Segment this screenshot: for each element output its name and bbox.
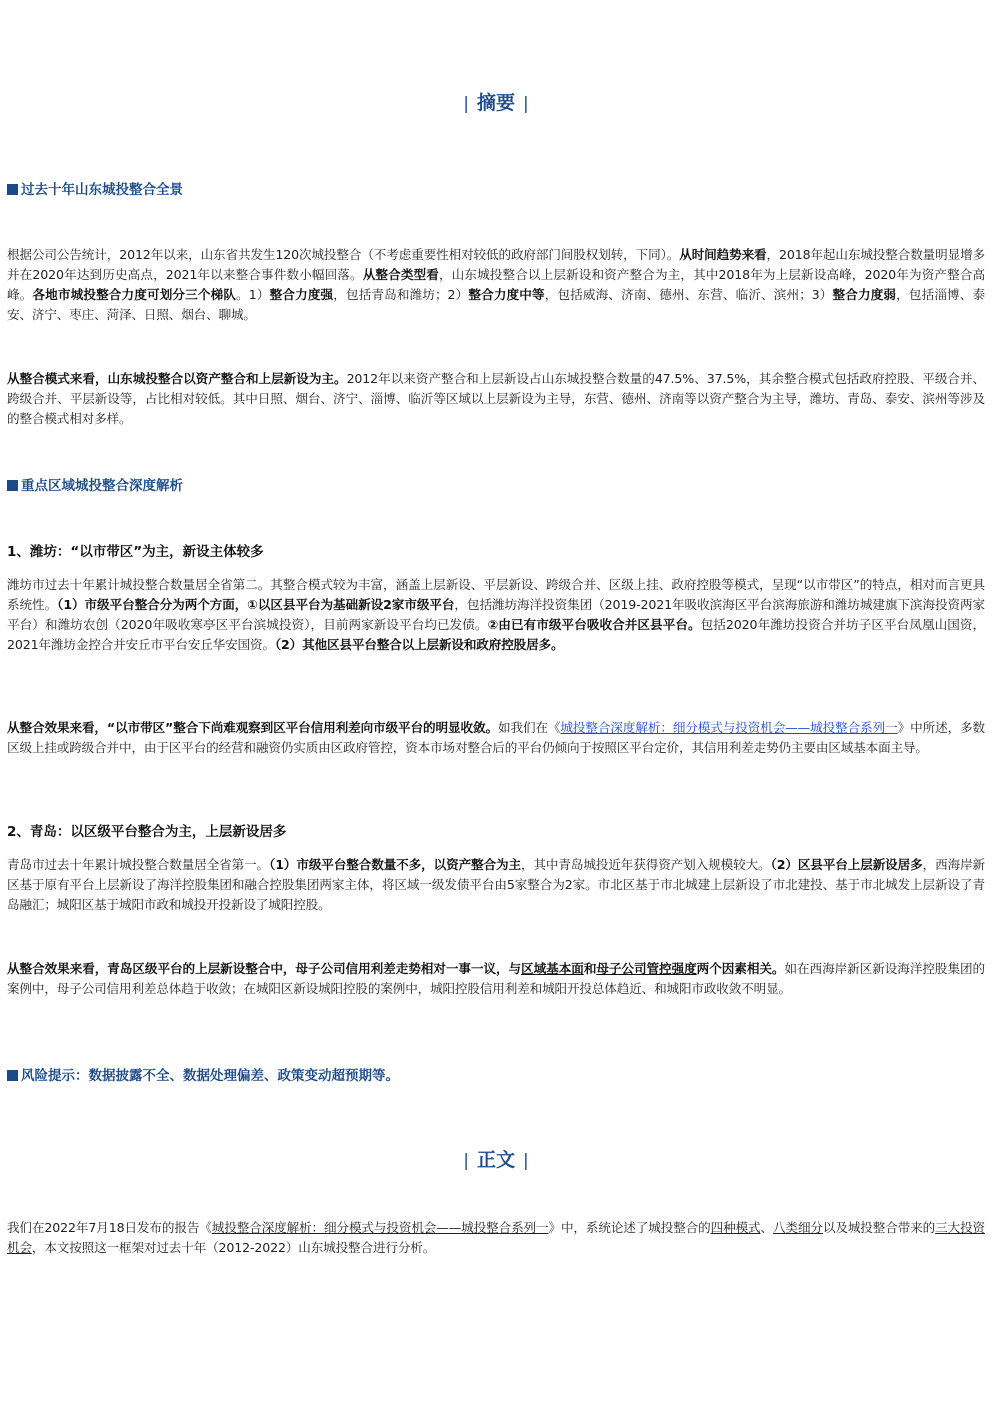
paragraph-weifang-2 bbox=[7, 718, 985, 758]
text-run: ，本文按照这一框架对过去十年（2012-2022）山东城投整合进行分析。 bbox=[31, 1240, 436, 1255]
square-bullet-icon bbox=[7, 480, 18, 491]
text-run: 根据公司公告统计，2012年以来，山东省共发生120次城投整合（不考虑重要性相对较低的政府部门间股权划转，下同）。 bbox=[7, 247, 680, 262]
text-run: ，西海岸新区基于原有平台上层新设了海洋控股集团和融合控股集团两家主体，将区域一级发债平台由5家整合为2家。市北区基于市北城建上层新设了市北建投、基于市北城发上层新设了青岛融汇；城阳区基于城阳市政和城投开投新设了城阳控股。 bbox=[7, 857, 985, 912]
bold-run: 各地市城投整合力度可划分三个梯队 bbox=[32, 287, 237, 302]
bold-underline-run: 母子公司管控强度 bbox=[596, 961, 697, 976]
text-run: 包括2020年潍坊投资合并坊子区平台凤凰山国资，2021年潍坊金控合并安丘市平台安丘华安国资。 bbox=[7, 617, 985, 652]
paragraph-panorama-1 bbox=[7, 245, 985, 325]
bold-run: ②由已有市级平台吸收合并区县平台。 bbox=[487, 617, 701, 632]
paragraph-qingdao-2 bbox=[7, 959, 985, 999]
title-bar-left: | bbox=[463, 94, 469, 114]
paragraph-qingdao-1 bbox=[7, 855, 985, 915]
bold-run: 从时间趋势来看 bbox=[679, 247, 767, 262]
text-run: 如我们在《 bbox=[497, 720, 561, 735]
section-risk bbox=[7, 1067, 985, 1085]
text-run: 如在西海岸新区新设海洋控股集团的案例中，母子公司信用利差总体趋于收敛；在城阳区新设城阳控股的案例中，城阳控股信用利差和城阳开投总体趋近、和城阳市政收敛不明显。 bbox=[7, 961, 985, 996]
title-bar-right: | bbox=[523, 94, 529, 114]
bold-underline-run: 区域基本面 bbox=[521, 961, 584, 976]
text-run: 》中所述，多数区级上挂或跨级合并中，由于区平台的经营和融资仍实质由区政府管控，资本市场对整合后的平台仍倾向于按照区平台定价，其信用利差走势仍主要由区域基本面主导。 bbox=[7, 720, 985, 755]
qingdao-heading: 2、青岛：以区级平台整合为主，上层新设居多 bbox=[7, 824, 287, 840]
paragraph-panorama-2 bbox=[7, 369, 985, 429]
section-deep-analysis bbox=[7, 477, 985, 495]
text-run: 2012年以来资产整合和上层新设占山东城投整合数量的47.5%、37.5%，其余整合模式包括政府控股、平级合并、跨级合并、平层新设等，占比相对较低。其中日照、烟台、济宁、淄博、临沂等区域以上层新设为主导，东营、德州、济南等以资产整合为主导，潍坊、青岛、泰安、滨州等涉及的整合模式相对多样。 bbox=[7, 371, 985, 426]
bold-run: 整合力度弱 bbox=[832, 287, 897, 302]
square-bullet-icon bbox=[7, 1070, 18, 1081]
underline-run: 八类细分 bbox=[773, 1220, 823, 1235]
bold-run: （2）区县平台上层新设居多 bbox=[770, 857, 923, 872]
text-run: ，山东城投整合以上层新设和资产整合为主，其中2018年为上层新设高峰，2020年为资产整合高峰。 bbox=[7, 267, 985, 302]
text-run: ，其中青岛城投近年获得资产划入规模较大。 bbox=[520, 857, 771, 872]
bold-run: （1）市级平台整合分为两个方面，①以区县平台为基础新设2家市级平台 bbox=[57, 597, 455, 612]
text-run: 我们在2022年7月18日发布的报告《 bbox=[7, 1220, 212, 1235]
bold-run: （1）市级平台整合数量不多，以资产整合为主 bbox=[269, 857, 521, 872]
underline-run: 三大投资机会 bbox=[7, 1220, 985, 1255]
text-run: 》中，系统论述了城投整合的 bbox=[548, 1220, 711, 1235]
text-run: 青岛市过去十年累计城投整合数量居全省第一。 bbox=[7, 857, 270, 872]
text-run: ，包括青岛和潍坊；2） bbox=[333, 287, 469, 302]
bold-run: 和 bbox=[583, 961, 597, 976]
bold-run: 从整合效果来看，青岛区级平台的上层新设整合中，母子公司信用利差走势相对一事一议，与 bbox=[7, 961, 522, 976]
bold-run: 从整合类型看 bbox=[362, 267, 439, 282]
summary-title bbox=[0, 91, 992, 116]
title-bar-left: | bbox=[463, 1151, 469, 1171]
report-link[interactable]: 城投整合深度解析：细分模式与投资机会——城投整合系列一 bbox=[560, 720, 898, 735]
bold-run: 两个因素相关。 bbox=[696, 961, 785, 976]
text-run: ，包括潍坊海洋投资集团（2019-2021年吸收滨海区平台滨海旅游和潍坊城建旗下滨海投资两家平台）和潍坊农创（2020年吸收寒亭区平台滨城投资），目前两家新设平台均已发债。 bbox=[7, 597, 985, 632]
section-risk-label: 风险提示：数据披露不全、数据处理偏差、政策变动超预期等。 bbox=[21, 1068, 399, 1084]
bold-run: 整合力度中等 bbox=[468, 287, 545, 302]
underline-run: 四种模式 bbox=[710, 1220, 761, 1235]
paragraph-body-1 bbox=[7, 1218, 985, 1258]
bold-run: 从整合效果来看，“以市带区”整合下尚难观察到区平台信用利差向市级平台的明显收敛。 bbox=[7, 720, 498, 735]
text-run: ，包括威海、济南、德州、东营、临沂、滨州；3） bbox=[544, 287, 833, 302]
bold-run: （2）其他区县平台整合以上层新设和政府控股居多。 bbox=[274, 637, 564, 652]
text-run: ，包括淄博、泰安、济宁、枣庄、菏泽、日照、烟台、聊城。 bbox=[7, 287, 985, 322]
square-bullet-icon bbox=[7, 184, 18, 195]
report-title-link[interactable]: 城投整合深度解析：细分模式与投资机会——城投整合系列一 bbox=[211, 1220, 549, 1235]
summary-title-text: 摘要 bbox=[476, 92, 515, 114]
section-deep-analysis-label: 重点区域城投整合深度解析 bbox=[21, 478, 183, 494]
text-run: ，2018年起山东城投整合数量明显增多并在2020年达到历史高点，2021年以来整合事件数小幅回落。 bbox=[7, 247, 985, 282]
text-run: 以及城投整合带来的 bbox=[822, 1220, 936, 1235]
text-run: 、 bbox=[760, 1220, 773, 1235]
text-run: 。1） bbox=[236, 287, 270, 302]
section-panorama bbox=[7, 181, 985, 199]
bold-run: 从整合模式来看，山东城投整合以资产整合和上层新设为主。 bbox=[7, 371, 347, 386]
title-bar-right: | bbox=[523, 1151, 529, 1171]
text-run: 潍坊市过去十年累计城投整合数量居全省第二。其整合模式较为丰富，涵盖上层新设、平层新设、跨级合并、区级上挂、政府控股等模式，呈现“以市带区”的特点，相对而言更具系统性。 bbox=[7, 577, 985, 612]
body-title-text: 正文 bbox=[476, 1149, 515, 1171]
body-title bbox=[0, 1148, 992, 1173]
weifang-heading: 1、潍坊：“以市带区”为主，新设主体较多 bbox=[7, 544, 264, 560]
bold-run: 整合力度强 bbox=[269, 287, 334, 302]
paragraph-weifang-1 bbox=[7, 575, 985, 655]
section-panorama-label: 过去十年山东城投整合全景 bbox=[21, 182, 183, 198]
